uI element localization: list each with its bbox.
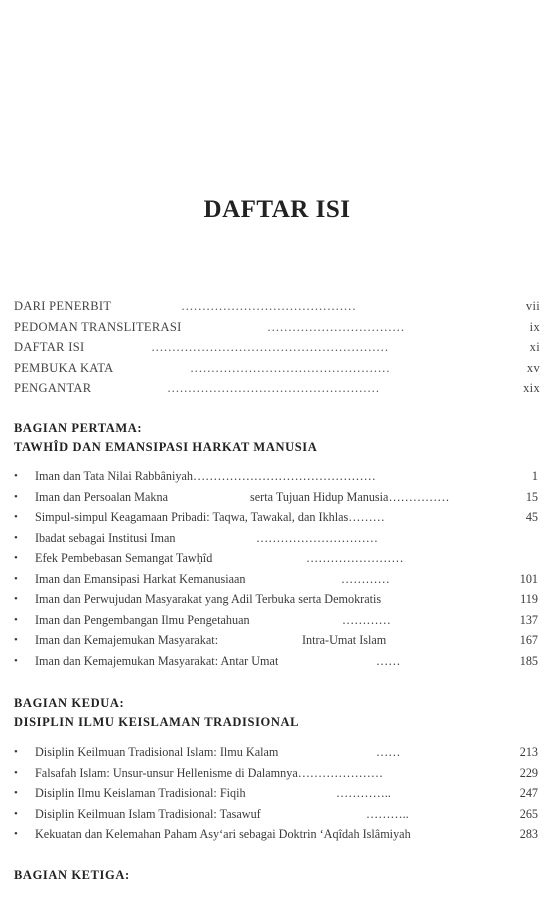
list-item[interactable] [14,651,538,672]
list-item[interactable] [14,742,538,763]
list-item-title: Iman dan Pengembangan Ilmu Pengetahuan [35,612,250,627]
part-two-label: BAGIAN KEDUA: [14,696,125,710]
bullet-icon: • [14,828,18,840]
toc-entry-label: PENGANTAR [14,381,92,395]
part-one-label: BAGIAN PERTAMA: [14,421,143,435]
toc-page-number: 247 [519,786,538,800]
list-item[interactable] [14,763,538,784]
part-two-list [14,742,538,845]
toc-entry[interactable] [14,296,540,317]
list-item[interactable] [14,610,538,631]
list-item-title: Iman dan Kemajemukan Masyarakat: [35,633,219,647]
page-title: DAFTAR ISI [203,196,351,223]
part-three-heading [14,866,130,885]
list-item-title: Falsafah Islam: Unsur-unsur Hellenisme di Dalamnya………………… [35,765,384,780]
toc-page-number: 45 [525,510,538,524]
bullet-icon: • [14,470,18,482]
bullet-icon: • [14,593,18,605]
bullet-icon: • [14,572,18,585]
list-item-title: Ibadat sebagai Institusi Iman [35,530,176,545]
list-item[interactable] [14,528,538,549]
toc-leader: ……….. [366,806,409,821]
toc-page-number: 119 [520,592,538,606]
toc-leader: ………………………………………………… [151,340,389,354]
bullet-icon: • [14,531,18,544]
toc-entry[interactable] [14,358,540,379]
bullet-icon: • [14,746,18,758]
list-item[interactable] [14,548,538,569]
toc-leader: ………………………… [256,530,378,545]
toc-page-number: 1 [531,469,538,483]
list-item-title: Simpul-simpul Keagamaan Pribadi: Taqwa, Tawakal, dan Ikhlas……… [35,510,385,524]
toc-page-number: xi [529,340,540,354]
toc-entry-label: PEDOMAN TRANSLITERASI [14,319,182,334]
list-item-title: Disiplin Keilmuan Tradisional Islam: Ilmu Kalam [35,745,279,759]
toc-leader: ………… [341,571,390,586]
toc-entry[interactable] [14,378,540,399]
list-item[interactable] [14,507,538,528]
list-item-title: Disiplin Keilmuan Islam Tradisional: Tasawuf [35,806,261,821]
toc-entry-label: DAFTAR ISI [14,340,85,354]
toc-page-number: 15 [525,489,538,504]
bullet-icon: • [14,787,18,799]
bullet-icon: • [14,613,18,626]
list-item-title: Iman dan Emansipasi Harkat Kemanusiaan [35,571,246,586]
toc-page-number: xix [523,381,540,395]
list-item-title: Iman dan Tata Nilai Rabbâniyah……………………………………… [35,469,376,483]
front-matter-list [14,296,540,399]
toc-page-number: 101 [519,571,538,586]
toc-page-number: ix [529,319,540,334]
toc-leader: ………………………………………… [190,360,390,375]
toc-page-number: 137 [519,612,538,627]
toc-entry-label: DARI PENERBIT [14,299,112,313]
toc-leader: …………………………… [267,319,405,334]
bullet-icon: • [14,552,18,564]
toc-leader: …………………………………………… [167,381,380,395]
bullet-icon: • [14,634,18,646]
toc-entry-label: PEMBUKA KATA [14,360,114,375]
bullet-icon: • [14,654,18,667]
toc-leader: ………….. [336,786,391,800]
toc-page-number: xv [526,360,540,375]
list-item-title: Disiplin Ilmu Keislaman Tradisional: Fiqih [35,786,246,800]
list-item[interactable] [14,589,538,610]
toc-page-number: 229 [519,765,538,780]
list-item-title: Iman dan Perwujudan Masyarakat yang Adil Terbuka serta Demokratis [35,592,382,606]
toc-leader: ………… [342,612,391,627]
part-three-label: BAGIAN KETIGA: [14,868,130,882]
toc-leader: …………………… [306,551,404,565]
toc-leader: …………………………………… [181,299,356,313]
toc-page-number: 265 [519,806,538,821]
part-one-title: TAWHÎD DAN EMANSIPASI HARKAT MANUSIA [14,440,318,454]
list-item-title: Iman dan Kemajemukan Masyarakat: Antar Umat [35,653,279,668]
list-item[interactable] [14,569,538,590]
toc-leader: …… [376,653,401,668]
toc-page-number: 283 [519,827,538,841]
toc-entry[interactable] [14,337,540,358]
bullet-icon: • [14,490,18,503]
list-item[interactable] [14,466,538,487]
list-item[interactable] [14,783,538,804]
list-item[interactable] [14,487,538,508]
bullet-icon: • [14,511,18,523]
toc-leader: …… [376,745,401,759]
bullet-icon: • [14,807,18,820]
part-one-heading [14,419,317,457]
list-item-title: Efek Pembebasan Semangat Tawḥîd [35,551,213,565]
toc-entry[interactable] [14,317,540,338]
list-item[interactable] [14,824,538,845]
list-item-title: Iman dan Persoalan Makna [35,489,169,504]
part-one-list [14,466,538,671]
part-two-title: DISIPLIN ILMU KEISLAMAN TRADISIONAL [14,715,300,729]
list-item[interactable] [14,630,538,651]
toc-page-number: vii [525,299,540,313]
toc-page-number: 185 [519,653,538,668]
list-item-continuation: serta Tujuan Hidup Manusia…………… [250,489,450,504]
part-two-heading [14,694,299,732]
bullet-icon: • [14,766,18,779]
list-item-continuation: Intra-Umat Islam [302,633,387,647]
list-item-title: Kekuatan dan Kelemahan Paham Asy‘ari sebagai Doktrin ‘Aqîdah Islâmiyah [35,827,411,841]
list-item[interactable] [14,804,538,825]
toc-page-number: 167 [519,633,538,647]
toc-page-number: 213 [519,745,538,759]
